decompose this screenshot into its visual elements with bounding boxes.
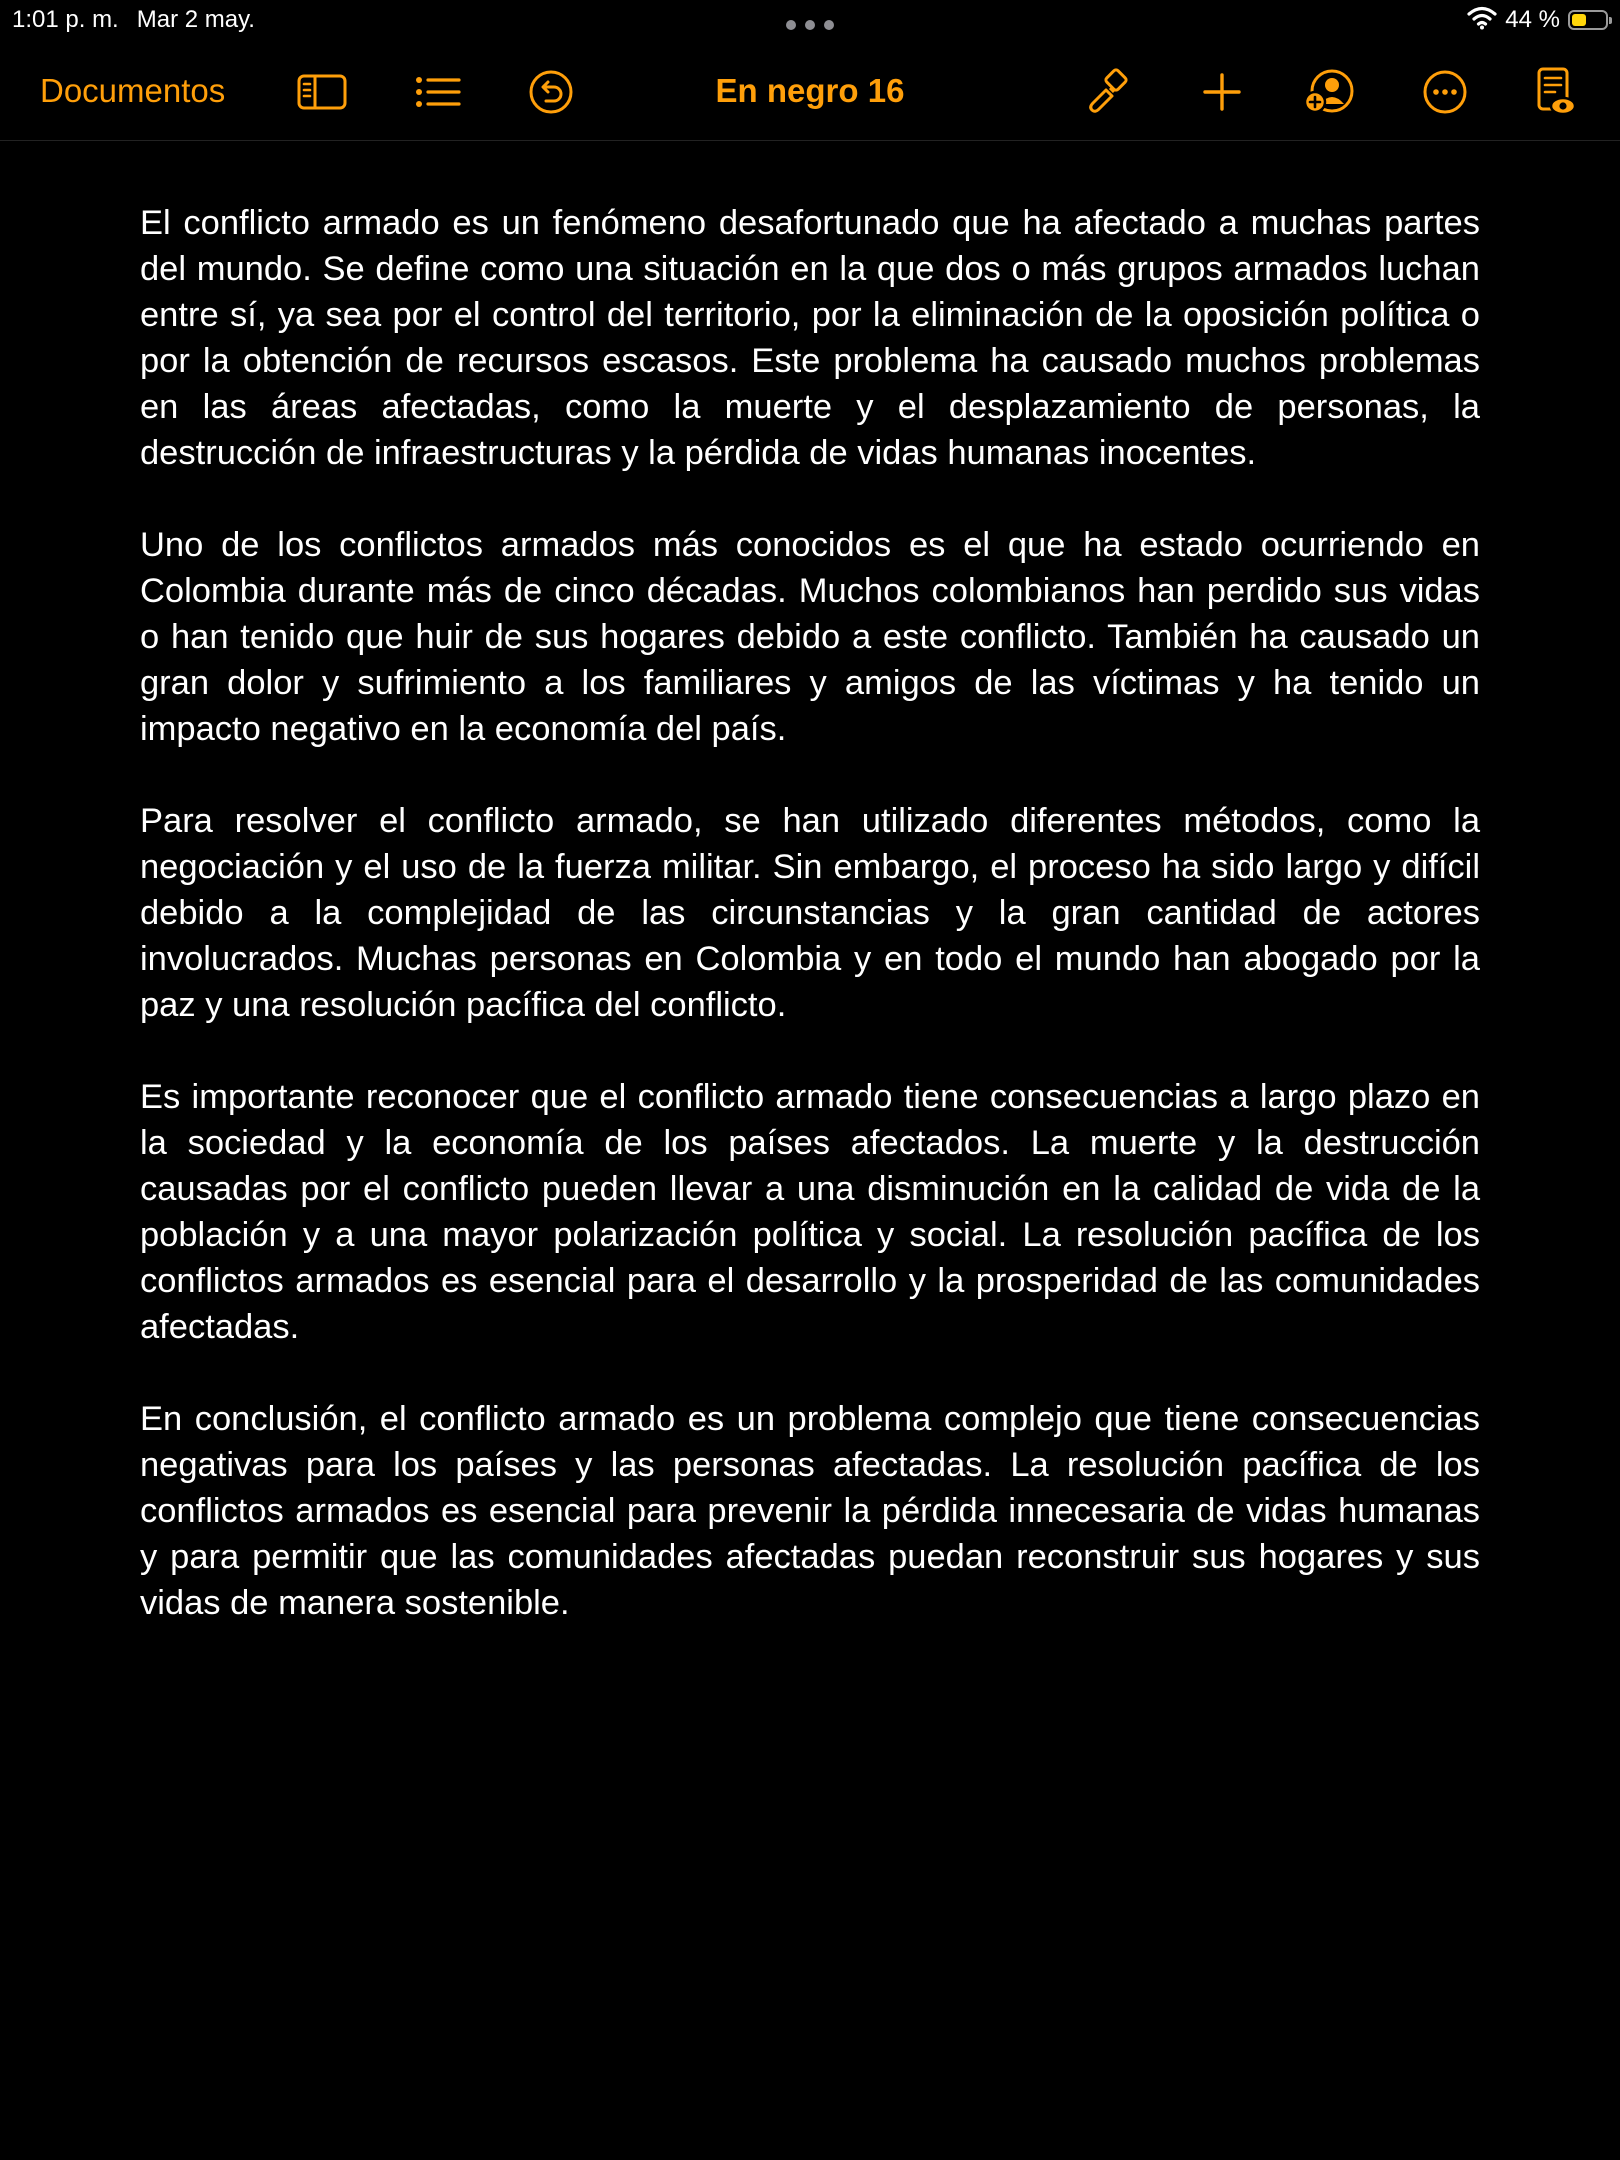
paragraph[interactable]: En conclusión, el conflicto armado es un problema complejo que tiene consecuencias negativas para los países y las personas afectadas. La resolución pacífica de los conflictos armados es esencial para prevenir la pérdida innecesaria de vidas humanas y para permitir que las comunidades afectadas puedan reconstruir sus hogares y sus vidas de manera sostenible. <box>140 1400 1480 1622</box>
multitasking-dots-icon[interactable] <box>786 20 834 30</box>
paragraph[interactable]: El conflicto armado es un fenómeno desafortunado que ha afectado a muchas partes del mundo. Se define como una situación en la que dos o más grupos armados luchan entre sí, ya sea por el control del territorio, por la eliminación de la oposición política o por la obtención de recursos escasos. Este problema ha causado muchos problemas en las áreas afectadas, como la muerte y el desplazamiento de personas, la destrucción de infraestructuras y la pérdida de vidas humanas inocentes. <box>140 204 1480 472</box>
paragraph[interactable]: Para resolver el conflicto armado, se han utilizado diferentes métodos, como la negociación y el uso de la fuerza militar. Sin embargo, el proceso ha sido largo y difícil debido a la complejidad de las circunstancias y la gran cantidad de actores involucrados. Muchas personas en Colombia y en todo el mundo han abogado por la paz y una resolución pacífica del conflicto. <box>140 802 1480 1024</box>
more-icon[interactable] <box>1415 64 1475 120</box>
undo-icon[interactable] <box>521 64 581 120</box>
plus-icon[interactable] <box>1192 64 1252 120</box>
status-date: Mar 2 may. <box>136 6 255 33</box>
list-icon[interactable] <box>408 64 468 120</box>
collaborate-icon[interactable] <box>1300 64 1360 120</box>
reading-view-icon[interactable] <box>1525 64 1585 120</box>
document-title[interactable]: En negro 16 <box>715 72 905 109</box>
status-time: 1:01 p. m. <box>12 6 119 33</box>
status-bar <box>0 0 1620 40</box>
battery-percent: 44 % <box>1505 6 1560 33</box>
wifi-icon <box>1467 6 1497 35</box>
document-body[interactable] <box>140 200 1480 1672</box>
status-time-date <box>12 6 255 34</box>
documents-back-button[interactable]: Documentos <box>40 72 226 109</box>
status-indicators <box>1467 4 1608 36</box>
battery-icon <box>1568 10 1608 30</box>
paragraph[interactable]: Es importante reconocer que el conflicto armado tiene consecuencias a largo plazo en la sociedad y la economía de los países afectados. La muerte y la destrucción causadas por el conflicto pueden llevar a una disminución en la calidad de vida de la población y a una mayor polarización política y social. La resolución pacífica de los conflictos armados es esencial para el desarrollo y la prosperidad de las comunidades afectadas. <box>140 1078 1480 1346</box>
battery-level-fill <box>1572 14 1586 26</box>
paragraph[interactable]: Uno de los conflictos armados más conocidos es el que ha estado ocurriendo en Colombia durante más de cinco décadas. Muchos colombianos han perdido sus vidas o han tenido que huir de sus hogares debido a este conflicto. También ha causado un gran dolor y sufrimiento a los familiares y amigos de las víctimas y ha tenido un impacto negativo en la economía del país. <box>140 526 1480 748</box>
sidebar-icon[interactable] <box>292 64 352 120</box>
paintbrush-icon[interactable] <box>1080 64 1140 120</box>
toolbar <box>0 44 1620 141</box>
